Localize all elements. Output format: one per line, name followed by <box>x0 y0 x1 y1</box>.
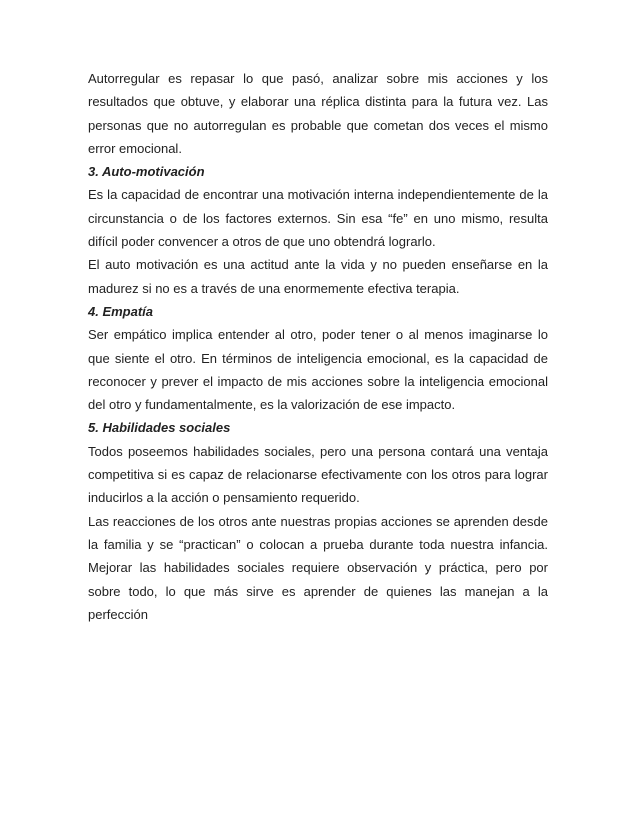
paragraph-habilidades-sociales-1: Todos poseemos habilidades sociales, pero una persona contará una ventaja competitiva si es capaz de relacionarse efectivamente con los otros para lograr inducirlos a la acción o pensamiento requerido. <box>88 443 548 506</box>
paragraph-auto-motivacion-1: Es la capacidad de encontrar una motivación interna independientemente de la circunstancia o de los factores externos. Sin esa “fe” en uno mismo, resulta difícil poder convencer a otros de que uno obtendrá lograrlo. <box>88 187 548 250</box>
paragraph-empatia-1: Ser empático implica entender al otro, poder tener o al menos imaginarse lo que siente el otro. En términos de inteligencia emocional, es la capacidad de reconocer y prever el impacto de mis acciones sobre la inteligencia emocional del otro y fundamentalmente, es la valorización de ese impacto. <box>88 327 548 413</box>
document-body <box>88 67 548 626</box>
paragraph-auto-motivacion-2: El auto motivación es una actitud ante la vida y no pueden enseñarse en la madurez si no es a través de una enormemente efectiva terapia. <box>88 257 548 296</box>
section-heading-habilidades-sociales: 5. Habilidades sociales <box>88 420 231 436</box>
paragraph-habilidades-sociales-2: Las reacciones de los otros ante nuestras propias acciones se aprenden desde la familia y se “practican” o colocan a prueba durante toda nuestra infancia. Mejorar las habilidades sociales requiere observación y práctica, pero por sobre todo, lo que más sirve es aprender de quienes las manejan a la perfección <box>88 513 548 622</box>
section-heading-empatia: 4. Empatía <box>88 303 154 319</box>
intro-paragraph: Autorregular es repasar lo que pasó, analizar sobre mis acciones y los resultados que obtuve, y elaborar una réplica distinta para la futura vez. Las personas que no autorregulan es probable que cometan dos veces el mismo error emocional. <box>88 71 548 156</box>
section-heading-auto-motivacion: 3. Auto-motivación <box>88 164 205 180</box>
